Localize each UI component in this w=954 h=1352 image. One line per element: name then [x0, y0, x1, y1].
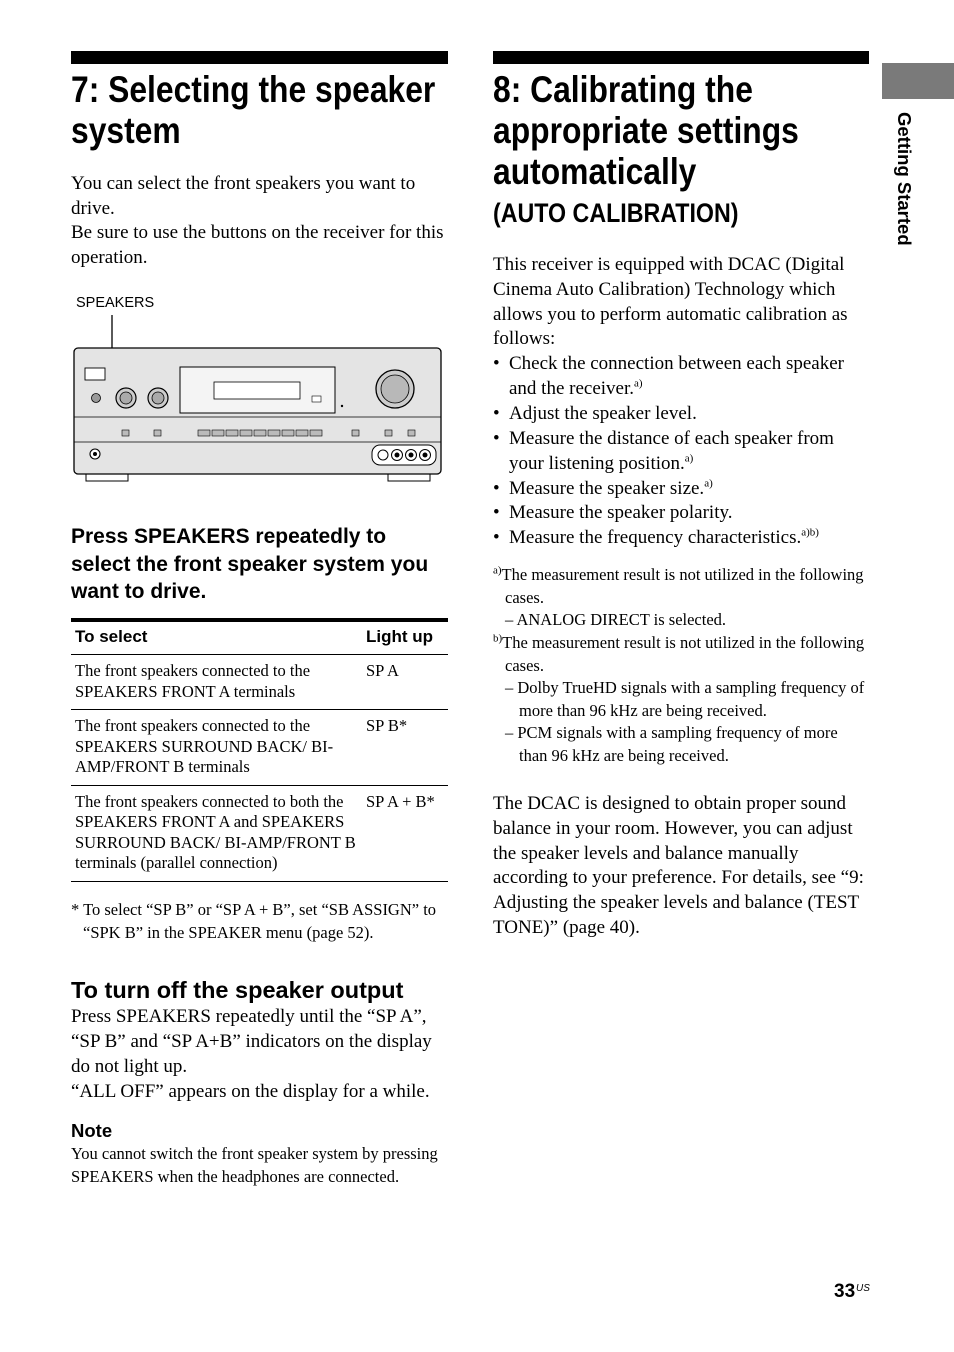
table-cell: The front speakers connected to the SPEAKERS FRONT A terminals	[71, 655, 362, 710]
intro-paragraph-2: Be sure to use the buttons on the receiver for this operation.	[71, 222, 444, 268]
footnote-a: $^{a)}$The measurement result is not utilized in the following cases. – ANALOG DIRECT is selected.	[493, 564, 864, 629]
section-8-heading-line2: appropriate settings	[493, 110, 799, 151]
note-heading: Note	[71, 1120, 113, 1141]
section-8-heading-line1: 8: Calibrating the	[493, 69, 753, 110]
list-item: • Measure the frequency characteristics.$^{a)b)}$	[493, 526, 871, 551]
list-item: • Measure the distance of each speaker from your listening position.$^{a)}$	[493, 427, 871, 477]
receiver-front-panel-illustration	[70, 312, 445, 484]
turn-off-paragraph-1: Press SPEAKERS repeatedly until the “SP A”, “SP B” and “SP A+B” indicators on the display do not light up.	[71, 1006, 432, 1077]
right-heading-rule	[493, 51, 869, 64]
table-footnote: * To select “SP B” or “SP A + B”, set “SB ASSIGN” to “SPK B” in the SPEAKER menu (page 52).	[71, 900, 437, 942]
list-item: • Adjust the speaker level.	[493, 402, 871, 427]
table-cell: The front speakers connected to the SPEAKERS SURROUND BACK/ BI-AMP/FRONT B terminals	[71, 710, 362, 786]
speaker-selection-table	[71, 618, 448, 882]
table-row	[71, 655, 448, 710]
table-cell: SP B*	[362, 710, 448, 786]
table-cell: SP A + B*	[362, 785, 448, 881]
dcac-closing-paragraph: The DCAC is designed to obtain proper sound balance in your room. However, you can adjust the speaker levels and balance manually according to your preference. For details, see “9: Adjusting the speaker levels and balance (TEST TONE)” (page 40).	[493, 793, 864, 938]
turn-off-subheading: To turn off the speaker output	[71, 977, 404, 1003]
turn-off-paragraph-2: “ALL OFF” appears on the display for a while.	[71, 1081, 430, 1102]
calibration-steps-list	[493, 352, 871, 551]
section-tab	[882, 63, 954, 99]
page-number-suffix: US	[856, 1283, 870, 1294]
footnote-b: $^{b)}$The measurement result is not utilized in the following cases. – Dolby TrueHD signals with a sampling frequency of more than 96 kHz are being received. – PCM signals with a sampling frequency of more than 96 kHz are being received.	[493, 632, 865, 765]
figure-label-speakers: SPEAKERS	[76, 295, 155, 311]
table-cell: The front speakers connected to both the SPEAKERS FRONT A and SPEAKERS SURROUND BACK/ BI-AMP/FRONT B terminals (parallel connection)	[71, 785, 362, 881]
section-7-heading-line2: system	[71, 110, 181, 151]
intro-paragraph-1: You can select the front speakers you want to drive.	[71, 173, 416, 219]
column-header-light-up: Light up	[362, 620, 448, 655]
list-item: • Measure the speaker size.$^{a)}$	[493, 477, 871, 502]
column-header-to-select: To select	[71, 620, 362, 655]
table-row	[71, 785, 448, 881]
list-item: • Measure the speaker polarity.	[493, 501, 871, 526]
section-8-subheading: (AUTO CALIBRATION)	[493, 198, 739, 228]
dcac-intro: This receiver is equipped with DCAC (Digital Cinema Auto Calibration) Technology which allows you to perform automatic calibration as follows:	[493, 254, 848, 350]
section-8-heading-line3: automatically	[493, 151, 697, 192]
left-heading-rule	[71, 51, 448, 64]
list-item: • Check the connection between each speaker and the receiver.$^{a)}$	[493, 352, 871, 402]
section-7-heading-line1: 7: Selecting the speaker	[71, 69, 436, 110]
table-row	[71, 710, 448, 786]
section-tab-label: Getting Started	[894, 112, 915, 246]
note-text: You cannot switch the front speaker system by pressing SPEAKERS when the headphones are connected.	[71, 1144, 438, 1186]
page-number: 33	[834, 1281, 856, 1302]
instruction-heading: Press SPEAKERS repeatedly to select the front speaker system you want to drive.	[71, 525, 429, 603]
table-cell: SP A	[362, 655, 448, 710]
